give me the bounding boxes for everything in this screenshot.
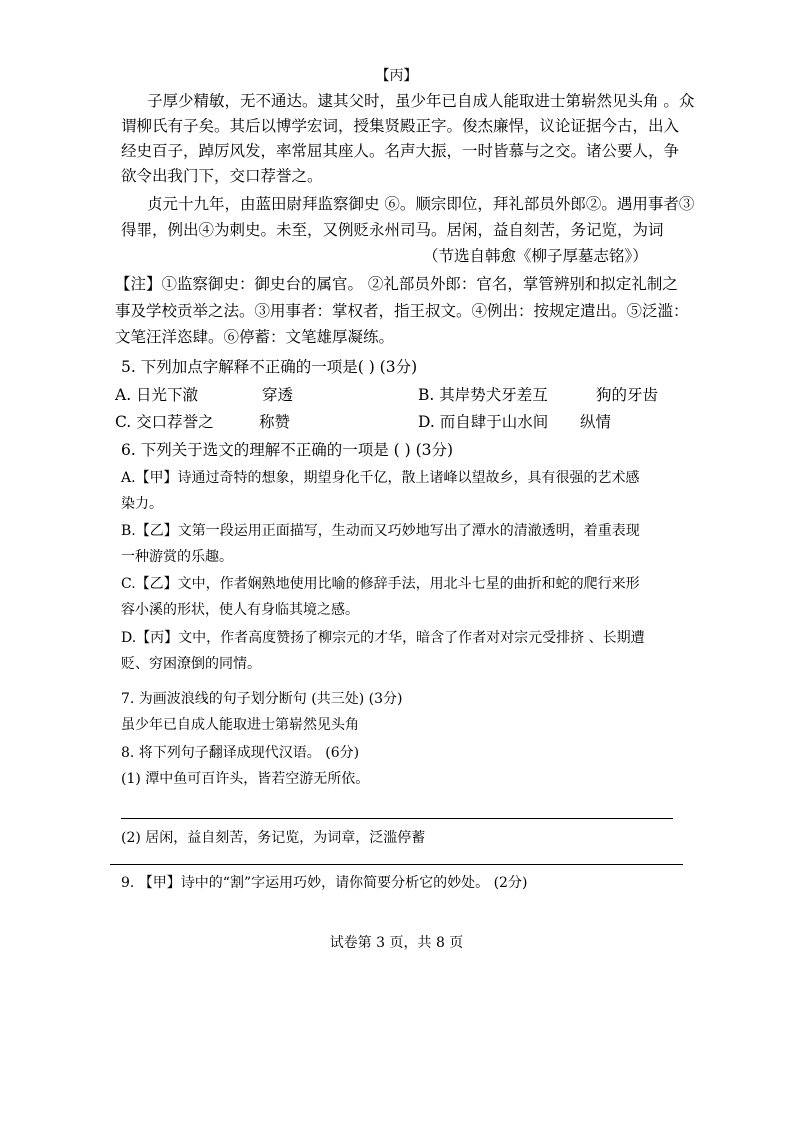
- passage-line: 欲令出我门下，交口荐誉之。: [121, 167, 323, 185]
- option-meaning: 纵情: [580, 413, 612, 431]
- question-stem: 9. 【甲】诗中的“割”字运用巧妙，请你简要分析它的妙处。 (2分): [121, 875, 528, 891]
- option-label: B. 其岸势犬牙差互: [418, 386, 548, 404]
- option-line: D.【丙】文中，作者高度赞扬了柳宗元的才华，暗含了作者对对宗元受排挤 、长期遭: [121, 630, 645, 646]
- wavy-line-sentence: 虽少年已自成人能取进士第崭然见头角: [121, 717, 359, 733]
- question-stem: 8. 将下列句子翻译成现代汉语。 (6分): [121, 745, 360, 761]
- passage-line: 谓柳氏有子矣。其后以博学宏词，授集贤殿正字。俊杰廉悍，议论证据今古，出入: [121, 117, 680, 135]
- option-label: A. 日光下澈: [115, 386, 199, 404]
- option-line: 贬、穷困潦倒的同情。: [121, 656, 261, 672]
- option-label: D. 而自肆于山水间: [418, 413, 549, 431]
- option-meaning: 穿透: [262, 386, 294, 404]
- passage-line: 得罪，例出④为刺史。未至，又例贬永州司马。居闲，益自刻苦，务记览，为词: [121, 221, 664, 239]
- answer-line: [121, 818, 673, 819]
- question-stem: 6. 下列关于选文的理解不正确的一项是 ( ) (3分): [121, 441, 454, 459]
- translate-item-2: (2) 居闲，益自刻苦，务记览，为词章，泛滥停蓄: [121, 830, 426, 846]
- option-line: 染力。: [121, 496, 163, 512]
- answer-line: [110, 864, 683, 865]
- option-line: A.【甲】诗通过奇特的想象，期望身化千亿，散上诸峰以望故乡，具有很强的艺术感: [121, 470, 640, 486]
- translate-item-1: (1) 潭中鱼可百许头，皆若空游无所依。: [121, 771, 370, 787]
- notes-line: 事及学校贡举之法。③用事者：掌权者，指王叔文。④例出：按规定遣出。⑤泛滥：: [115, 302, 689, 320]
- passage-source: （节选自韩愈《柳子厚墓志铭》）: [423, 247, 648, 265]
- page-footer: 试卷第 3 页，共 8 页: [329, 935, 464, 951]
- notes-line: 【注】①监察御史：御史台的属官。 ②礼部员外郎：官名，掌管辨别和拟定礼制之: [115, 275, 678, 293]
- option-label: C. 交口荐誉之: [115, 413, 214, 431]
- passage-line: 子厚少精敏，无不通达。逮其父时，虽少年已自成人能取进士第崭然见头角 。众: [147, 92, 695, 110]
- option-line: 容小溪的形状，使人有身临其境之感。: [121, 602, 359, 618]
- section-label: 【丙】: [375, 68, 418, 84]
- question-stem: 7. 为画波浪线的句子划分断句 (共三处) (3分): [121, 691, 403, 707]
- passage-line: 经史百子，踔厉风发，率常屈其座人。名声大振，一时皆慕与之交。诸公要人，争: [121, 142, 680, 160]
- option-meaning: 狗的牙齿: [596, 386, 659, 404]
- notes-line: 文笔汪洋恣肆。⑥停蓄：文笔雄厚凝练。: [115, 328, 395, 346]
- option-meaning: 称赞: [259, 413, 291, 431]
- option-line: C.【乙】文中，作者娴熟地使用比喻的修辞手法，用北斗七星的曲折和蛇的爬行来形: [121, 576, 640, 592]
- passage-line: 贞元十九年，由蓝田尉拜监察御史 ⑥。顺宗即位，拜礼部员外郎②。遇用事者③: [147, 195, 695, 213]
- option-line: 一种游赏的乐趣。: [121, 549, 233, 565]
- option-line: B.【乙】文第一段运用正面描写，生动而又巧妙地写出了潭水的清澈透明，着重表现: [121, 523, 640, 539]
- question-stem: 5. 下列加点字解释不正确的一项是( ) (3分): [121, 358, 418, 376]
